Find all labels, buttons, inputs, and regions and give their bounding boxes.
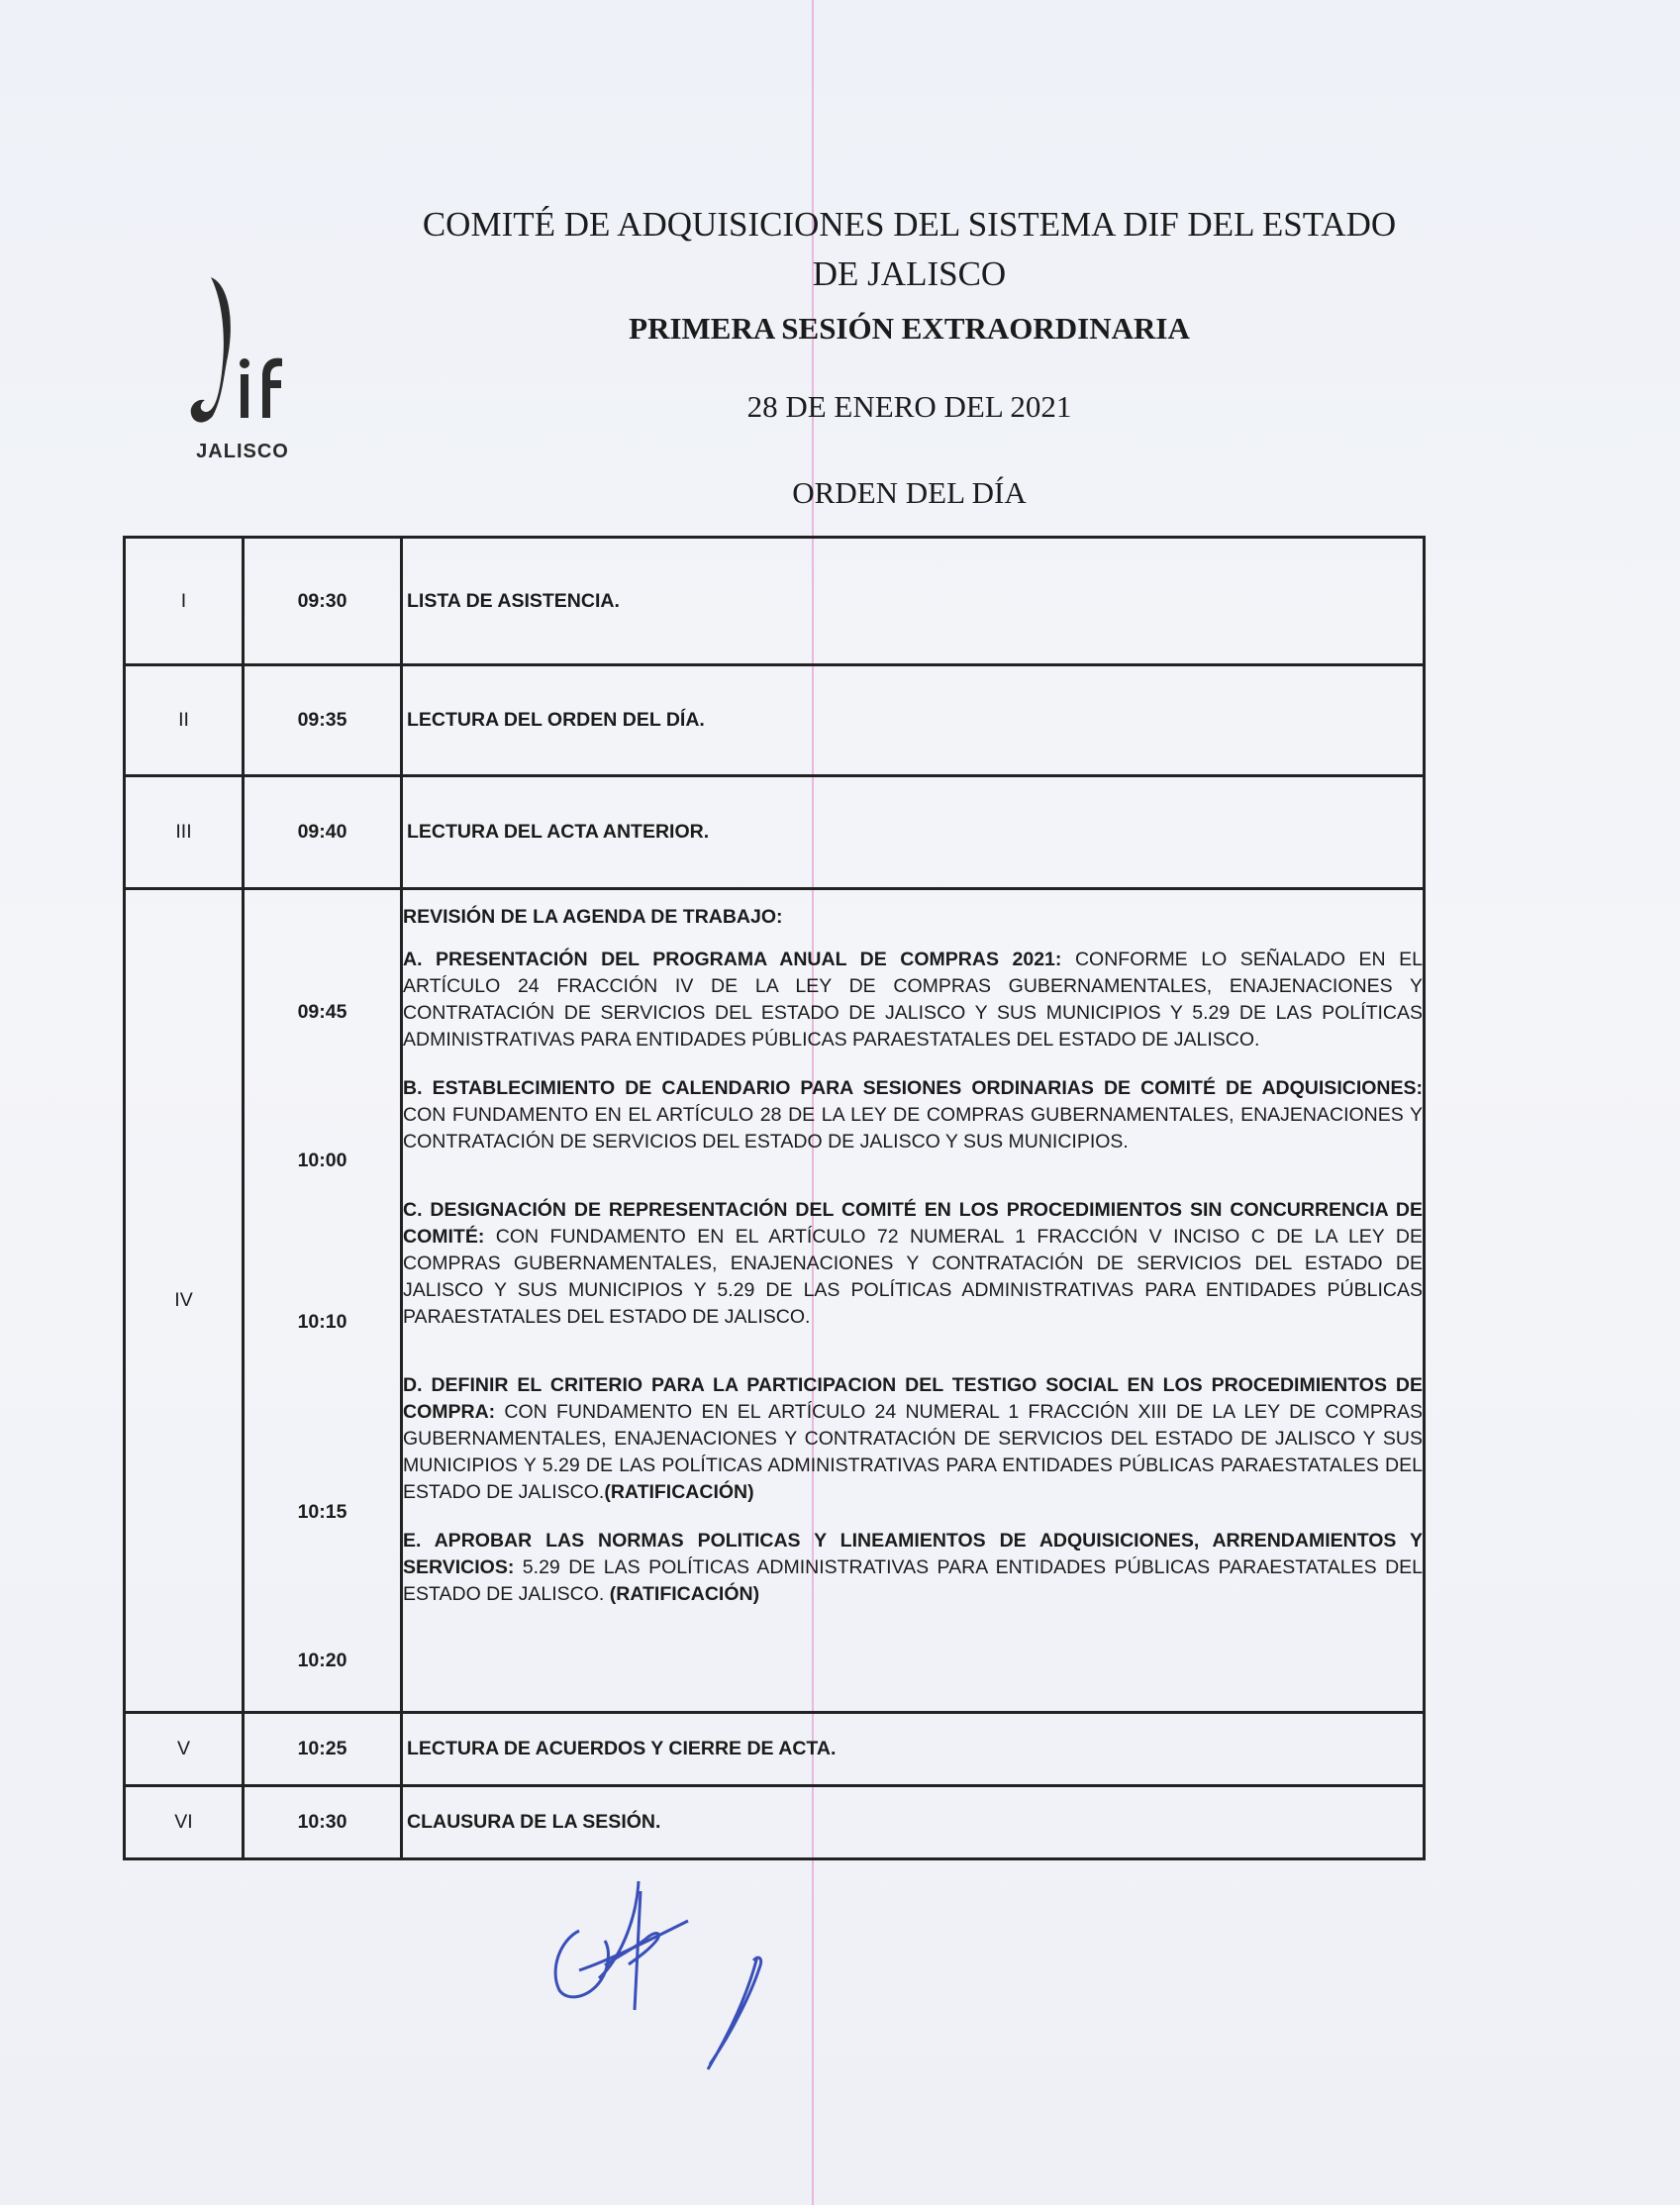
agenda-row	[125, 1713, 1425, 1786]
agenda-number: VI	[125, 1786, 244, 1859]
agenda-time: 09:30	[244, 538, 402, 665]
session-title: PRIMERA SESIÓN EXTRAORDINARIA	[629, 311, 1190, 346]
agenda-number: V	[125, 1713, 244, 1786]
item-body: CON FUNDAMENTO EN EL ARTÍCULO 24 NUMERAL 1 FRACCIÓN XIII DE LA LEY DE COMPRAS GUBERNAMENTALES, ENAJENACIONES Y CONTRATACIÓN DE SERVICIOS DEL ESTADO DE JALISCO Y SUS MUNICIPIOS Y 5.29 DE LAS POLÍTICAS ADMINISTRATIVAS PARA ENTIDADES PÚBLICAS PARAESTATALES DEL ESTADO DE JALISCO.	[403, 1401, 1423, 1503]
agenda-item-b	[403, 1075, 1423, 1155]
title-line-1: COMITÉ DE ADQUISICIONES DEL SISTEMA DIF DEL ESTADO	[422, 205, 1397, 244]
order-heading: ORDEN DEL DÍA	[792, 475, 1027, 510]
document-title	[0, 200, 1680, 299]
agenda-text: LISTA DE ASISTENCIA.	[402, 538, 1425, 665]
agenda-work-items	[402, 889, 1425, 1713]
agenda-text: LECTURA DE ACUERDOS Y CIERRE DE ACTA.	[402, 1713, 1425, 1786]
agenda-time: 10:10	[297, 1311, 347, 1333]
agenda-text: LECTURA DEL ORDEN DEL DÍA.	[402, 665, 1425, 776]
agenda-time: 09:40	[244, 776, 402, 889]
item-lead: A. PRESENTACIÓN DEL PROGRAMA ANUAL DE COMPRAS 2021:	[403, 949, 1062, 970]
agenda-number: I	[125, 538, 244, 665]
agenda-number: IV	[125, 889, 244, 1713]
sub-times	[245, 890, 400, 1711]
agenda-item-d	[403, 1372, 1423, 1506]
agenda-number: III	[125, 776, 244, 889]
agenda-item-c	[403, 1197, 1423, 1331]
agenda-row	[125, 665, 1425, 776]
item-lead: D. DEFINIR EL CRITERIO PARA LA PARTICIPACION DEL TESTIGO SOCIAL EN LOS PROCEDIMIENTOS DE COMPRA:	[403, 1374, 1423, 1423]
agenda-row	[125, 776, 1425, 889]
logo-caption: JALISCO	[196, 441, 289, 462]
agenda-row	[125, 1786, 1425, 1859]
item-ratification: (RATIFICACIÓN)	[609, 1583, 760, 1605]
agenda-text: CLAUSURA DE LA SESIÓN.	[402, 1786, 1425, 1859]
agenda-time: 10:00	[297, 1150, 347, 1171]
item-body: CON FUNDAMENTO EN EL ARTÍCULO 28 DE LA LEY DE COMPRAS GUBERNAMENTALES, ENAJENACIONES Y CONTRATACIÓN DE SERVICIOS DEL ESTADO DE JALISCO Y SUS MUNICIPIOS.	[403, 1104, 1423, 1153]
item-body: 5.29 DE LAS POLÍTICAS ADMINISTRATIVAS PARA ENTIDADES PÚBLICAS PARAESTATALES DEL ESTADO DE JALISCO.	[403, 1556, 1423, 1605]
agenda-number: II	[125, 665, 244, 776]
agenda-time: 10:30	[244, 1786, 402, 1859]
item-lead: E. APROBAR LAS NORMAS POLITICAS Y LINEAMIENTOS DE ADQUISICIONES, ARRENDAMIENTOS Y SERVICIOS:	[403, 1530, 1423, 1578]
agenda-time: 10:20	[297, 1650, 347, 1671]
agenda-time: 09:45	[297, 1001, 347, 1023]
agenda-times-column	[244, 889, 402, 1713]
agenda-row-iv	[125, 889, 1425, 1713]
agenda-subheading: REVISIÓN DE LA AGENDA DE TRABAJO:	[403, 906, 783, 928]
title-line-2: DE JALISCO	[812, 254, 1007, 293]
item-lead: B. ESTABLECIMIENTO DE CALENDARIO PARA SESIONES ORDINARIAS DE COMITÉ DE ADQUISICIONES:	[403, 1077, 1423, 1099]
agenda-time: 10:15	[297, 1501, 347, 1523]
item-ratification: (RATIFICACIÓN)	[604, 1481, 754, 1503]
item-lead: C. DESIGNACIÓN DE REPRESENTACIÓN DEL COMITÉ EN LOS PROCEDIMIENTOS SIN CONCURRENCIA DE COMITÉ:	[403, 1199, 1423, 1248]
agenda-item-e	[403, 1528, 1423, 1608]
agenda-table	[123, 536, 1426, 1860]
item-body: CONFORME LO SEÑALADO EN EL ARTÍCULO 24 FRACCIÓN IV DE LA LEY DE COMPRAS GUBERNAMENTALES, ENAJENACIONES Y CONTRATACIÓN DE SERVICIOS DEL ESTADO DE JALISCO Y SUS MUNICIPIOS Y 5.29 DE LAS POLÍTICAS ADMINISTRATIVAS PARA ENTIDADES PÚBLICAS PARAESTATALES DEL ESTADO DE JALISCO.	[403, 949, 1423, 1051]
session-date: 28 DE ENERO DEL 2021	[746, 389, 1072, 424]
handwritten-signature-icon	[540, 1861, 797, 2089]
agenda-time: 09:35	[244, 665, 402, 776]
item-body: CON FUNDAMENTO EN EL ARTÍCULO 72 NUMERAL 1 FRACCIÓN V INCISO C DE LA LEY DE COMPRAS GUBERNAMENTALES, ENAJENACIONES Y CONTRATACIÓN DE SERVICIOS DEL ESTADO DE JALISCO Y SUS MUNICIPIOS Y 5.29 DE LAS POLÍTICAS ADMINISTRATIVAS PARA ENTIDADES PÚBLICAS PARAESTATALES DEL ESTADO DE JALISCO.	[403, 1226, 1423, 1328]
agenda-item-a	[403, 947, 1423, 1053]
agenda-row	[125, 538, 1425, 665]
agenda-text: LECTURA DEL ACTA ANTERIOR.	[402, 776, 1425, 889]
agenda-time: 10:25	[244, 1713, 402, 1786]
